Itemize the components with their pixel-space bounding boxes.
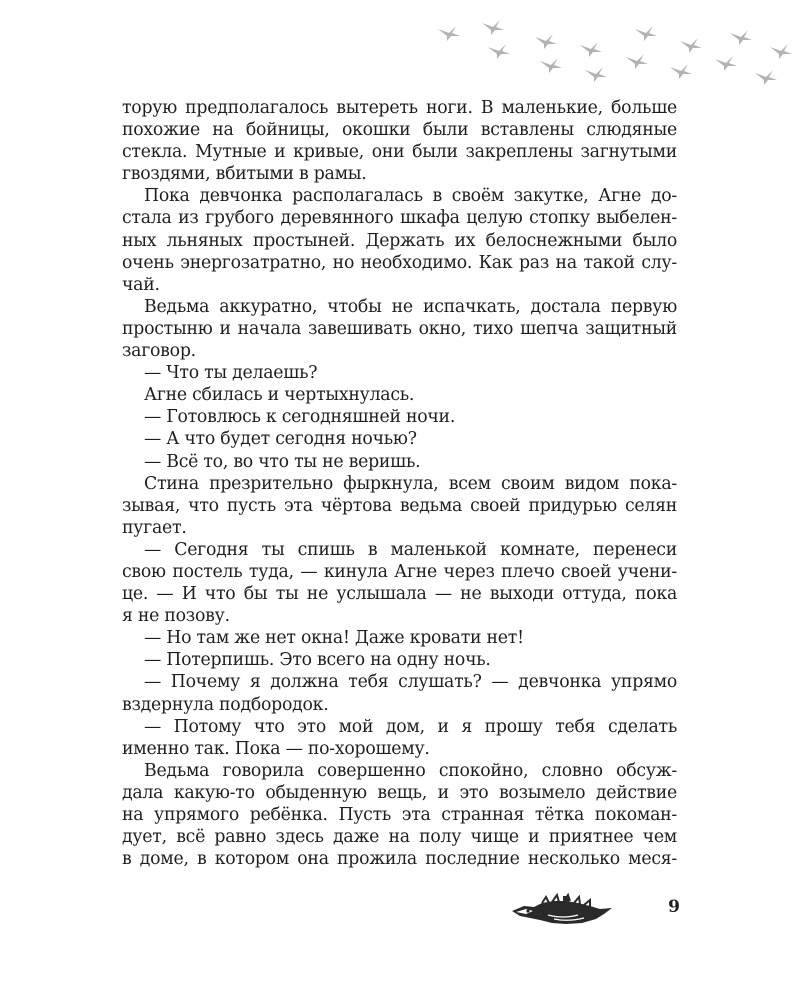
bird-icon: [770, 44, 792, 59]
text-line: — Но там же нет окна! Даже кровати нет!: [144, 628, 524, 649]
body-text: [122, 97, 677, 870]
text-line: зывая, что пусть эта чёртова ведьма своей придурью селян: [122, 495, 677, 516]
text-line: Пока девчонка располагалась в своём закутке, Агне до-: [144, 186, 677, 207]
text-line: пугает.: [122, 517, 187, 538]
text-line: заговор.: [122, 341, 196, 362]
text-line: свою постель туда, — кинула Агне через плечо своей учени-: [122, 561, 677, 582]
bird-icon: [635, 26, 657, 41]
text-line: — Готовлюсь к сегодняшней ночи.: [144, 407, 456, 428]
bird-icon: [438, 26, 460, 41]
text-line: похожие на бойницы, окошки были вставлены слюдяные: [122, 120, 677, 141]
bird-icon: [580, 42, 602, 57]
text-line: — Что ты делаешь?: [144, 363, 318, 384]
text-line: — А что будет сегодня ночью?: [144, 429, 417, 450]
text-line: дала какую-то обыденную вещь, и это возымело действие: [122, 782, 677, 803]
page-number: 9: [668, 897, 680, 917]
text-line: в доме, в котором она прожила последние несколько меся-: [122, 849, 677, 870]
text-line: чай.: [122, 274, 160, 295]
text-line: ных льняных простыней. Держать их белоснежными было: [122, 230, 677, 251]
text-line: — Потерпишь. Это всего на одну ночь.: [144, 650, 491, 671]
bird-icon: [482, 20, 504, 35]
text-line: — Всё то, во что ты не веришь.: [144, 451, 421, 472]
bird-icon: [715, 56, 737, 71]
bird-icon: [626, 54, 648, 69]
bird-icon: [585, 67, 607, 82]
flying-birds-decoration: [430, 15, 800, 105]
bird-icon: [488, 44, 510, 59]
text-line: дует, всё равно здесь даже на полу чище и приятнее чем: [122, 827, 677, 848]
text-line: вздернула подбородок.: [122, 694, 329, 715]
text-line: на упрямого ребёнка. Пусть эта странная тётка покоман-: [122, 805, 677, 825]
bird-icon: [680, 38, 702, 53]
bird-icon: [730, 30, 752, 45]
text-line: Ведьма говорила совершенно спокойно, словно обсуж-: [144, 760, 677, 781]
bird-icon: [755, 70, 777, 85]
text-line: гвоздями, вбитыми в рамы.: [122, 164, 367, 185]
text-line: именно так. Пока — по-хорошему.: [122, 738, 430, 759]
text-line: стала из грубого деревянного шкафа целую стопку выбелен-: [122, 208, 677, 229]
text-line: Ведьма аккуратно, чтобы не испачкать, достала первую: [144, 296, 677, 317]
text-line: я не позову.: [122, 606, 230, 627]
text-line: торую предполагалось вытереть ноги. В маленькие, больше: [122, 98, 677, 118]
hedgehog-icon: [508, 891, 618, 931]
text-line: очень энергозатратно, но необходимо. Как раз на такой слу-: [122, 252, 677, 273]
bird-icon: [535, 34, 557, 49]
text-line: Агне сбилась и чертыхнулась.: [144, 385, 415, 406]
bird-icon: [540, 58, 562, 73]
text-line: — Потому что это мой дом, и я прошу тебя сделать: [144, 716, 677, 737]
text-line: це. — И что бы ты не услышала — не выходи оттуда, пока: [122, 584, 677, 605]
text-line: — Сегодня ты спишь в маленькой комнате, перенеси: [144, 539, 677, 560]
text-line: Стина презрительно фыркнула, всем своим видом пока-: [144, 473, 677, 494]
text-line: стекла. Мутные и кривые, они были закреплены загнутыми: [122, 142, 677, 163]
bird-icon: [670, 64, 692, 79]
text-line: — Почему я должна тебя слушать? — девчонка упрямо: [144, 672, 677, 693]
text-line: простыню и начала завешивать окно, тихо шепча защитный: [122, 318, 677, 339]
